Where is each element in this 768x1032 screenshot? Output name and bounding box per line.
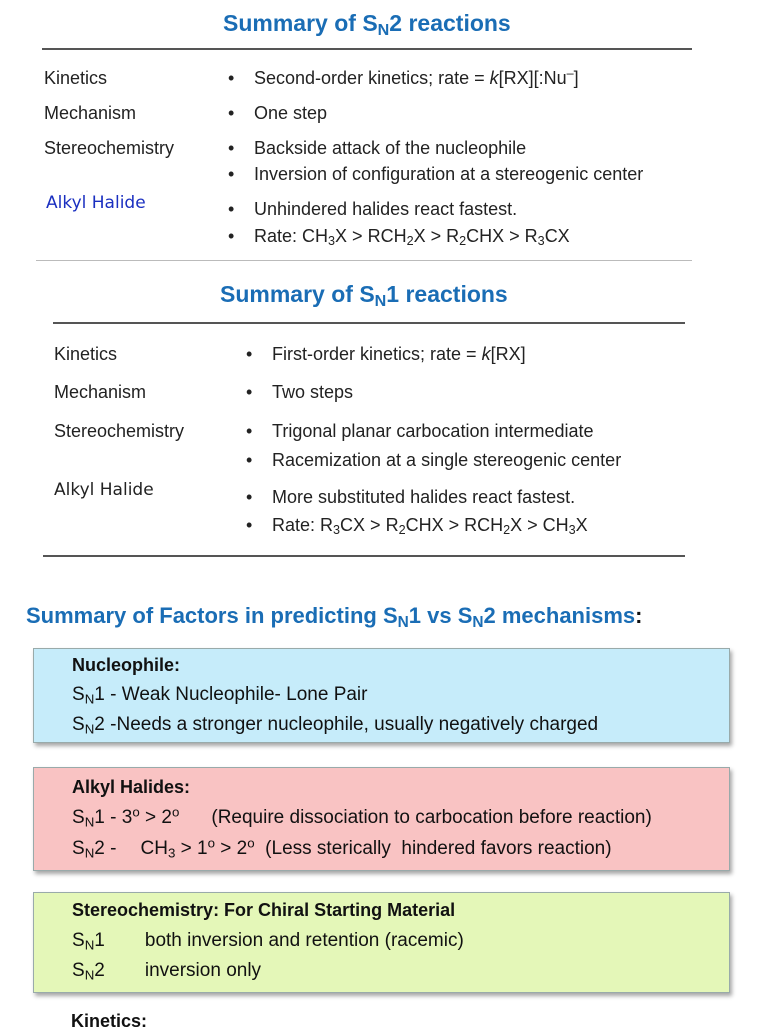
sn2-rate-bullet: • Rate: $CH_3X > RCH_2X > R_2CHX > R_3CX$ — [228, 226, 570, 249]
kinetics-heading: Kinetics: — [71, 1011, 148, 1031]
sn1-bottom-rule — [43, 555, 685, 557]
sn1-stereo-bullet-2: • Racemization at a single stereogenic center — [246, 450, 622, 470]
sn2-bottom-rule — [36, 260, 692, 261]
sn2-stereo-bullet-1: • Backside attack of the nucleophile — [228, 138, 527, 158]
nucleophile-sn2-line: $S_N2$ -Needs a stronger nucleophile, usually negatively charged — [72, 714, 599, 737]
sn1-title: Summary of $S_N1$ reactions — [220, 281, 508, 311]
alkyl-sn2-line: $S_N2 - CH_3 > 1^o > 2^o$ (Less sterically hindered favors reaction) — [72, 835, 612, 861]
stereochemistry-box — [33, 892, 730, 993]
sn2-kinetics-bullet: • Second-order kinetics; rate = k[RX][:Nu–] — [228, 66, 579, 88]
nucleophile-heading: Nucleophile: — [72, 655, 181, 675]
stereo-sn2-line: $S_N2$ inversion only — [72, 960, 262, 983]
sn1-alkyl-label: Alkyl Halide — [54, 480, 154, 500]
alkyl-sn1-line: $S_N1 - 3^o > 2^o$ (Require dissociation to carbocation before reaction) — [72, 804, 652, 830]
sn1-alkyl-bullet-1: • More substituted halides react fastest. — [246, 487, 576, 507]
factors-title: Summary of Factors in predicting $S_N1$ vs $S_N2$ mechanisms: — [26, 603, 643, 631]
alkyl-halides-box — [33, 767, 730, 871]
sn2-kinetics-label: Kinetics — [44, 68, 108, 88]
stereo-heading: Stereochemistry: For Chiral Starting Material — [72, 900, 456, 920]
nucleophile-box — [33, 648, 730, 743]
sn1-stereo-bullet-1: • Trigonal planar carbocation intermediate — [246, 421, 594, 441]
sn2-title: Summary of $S_N2$ reactions — [223, 10, 511, 40]
sn1-top-rule — [53, 322, 685, 324]
sn2-alkyl-bullet-1: • Unhindered halides react fastest. — [228, 199, 518, 219]
alkyl-heading: Alkyl Halides: — [72, 777, 191, 797]
sn2-top-rule — [42, 48, 692, 50]
sn2-stereo-bullet-2: • Inversion of configuration at a stereogenic center — [228, 164, 644, 184]
stereo-sn1-line: $S_N1$ both inversion and retention (racemic) — [72, 930, 464, 953]
sn2-mechanism-bullet: • One step — [228, 103, 328, 123]
sn1-kinetics-label: Kinetics — [54, 344, 118, 364]
sn2-alkyl-label: Alkyl Halide — [46, 193, 146, 213]
sn1-rate-bullet: • Rate: $R_3CX > R_2CHX > RCH_2X > CH_3X$ — [246, 515, 588, 538]
sn1-mechanism-label: Mechanism — [54, 382, 147, 402]
sn2-mechanism-label: Mechanism — [44, 103, 137, 123]
nucleophile-sn1-line: $S_N1$ - Weak Nucleophile- Lone Pair — [72, 684, 368, 707]
sn1-mechanism-bullet: • Two steps — [246, 382, 354, 402]
sn2-stereo-label: Stereochemistry — [44, 138, 175, 158]
sn1-kinetics-bullet: • First-order kinetics; rate = k[RX] — [246, 344, 526, 364]
sn1-stereo-label: Stereochemistry — [54, 421, 185, 441]
